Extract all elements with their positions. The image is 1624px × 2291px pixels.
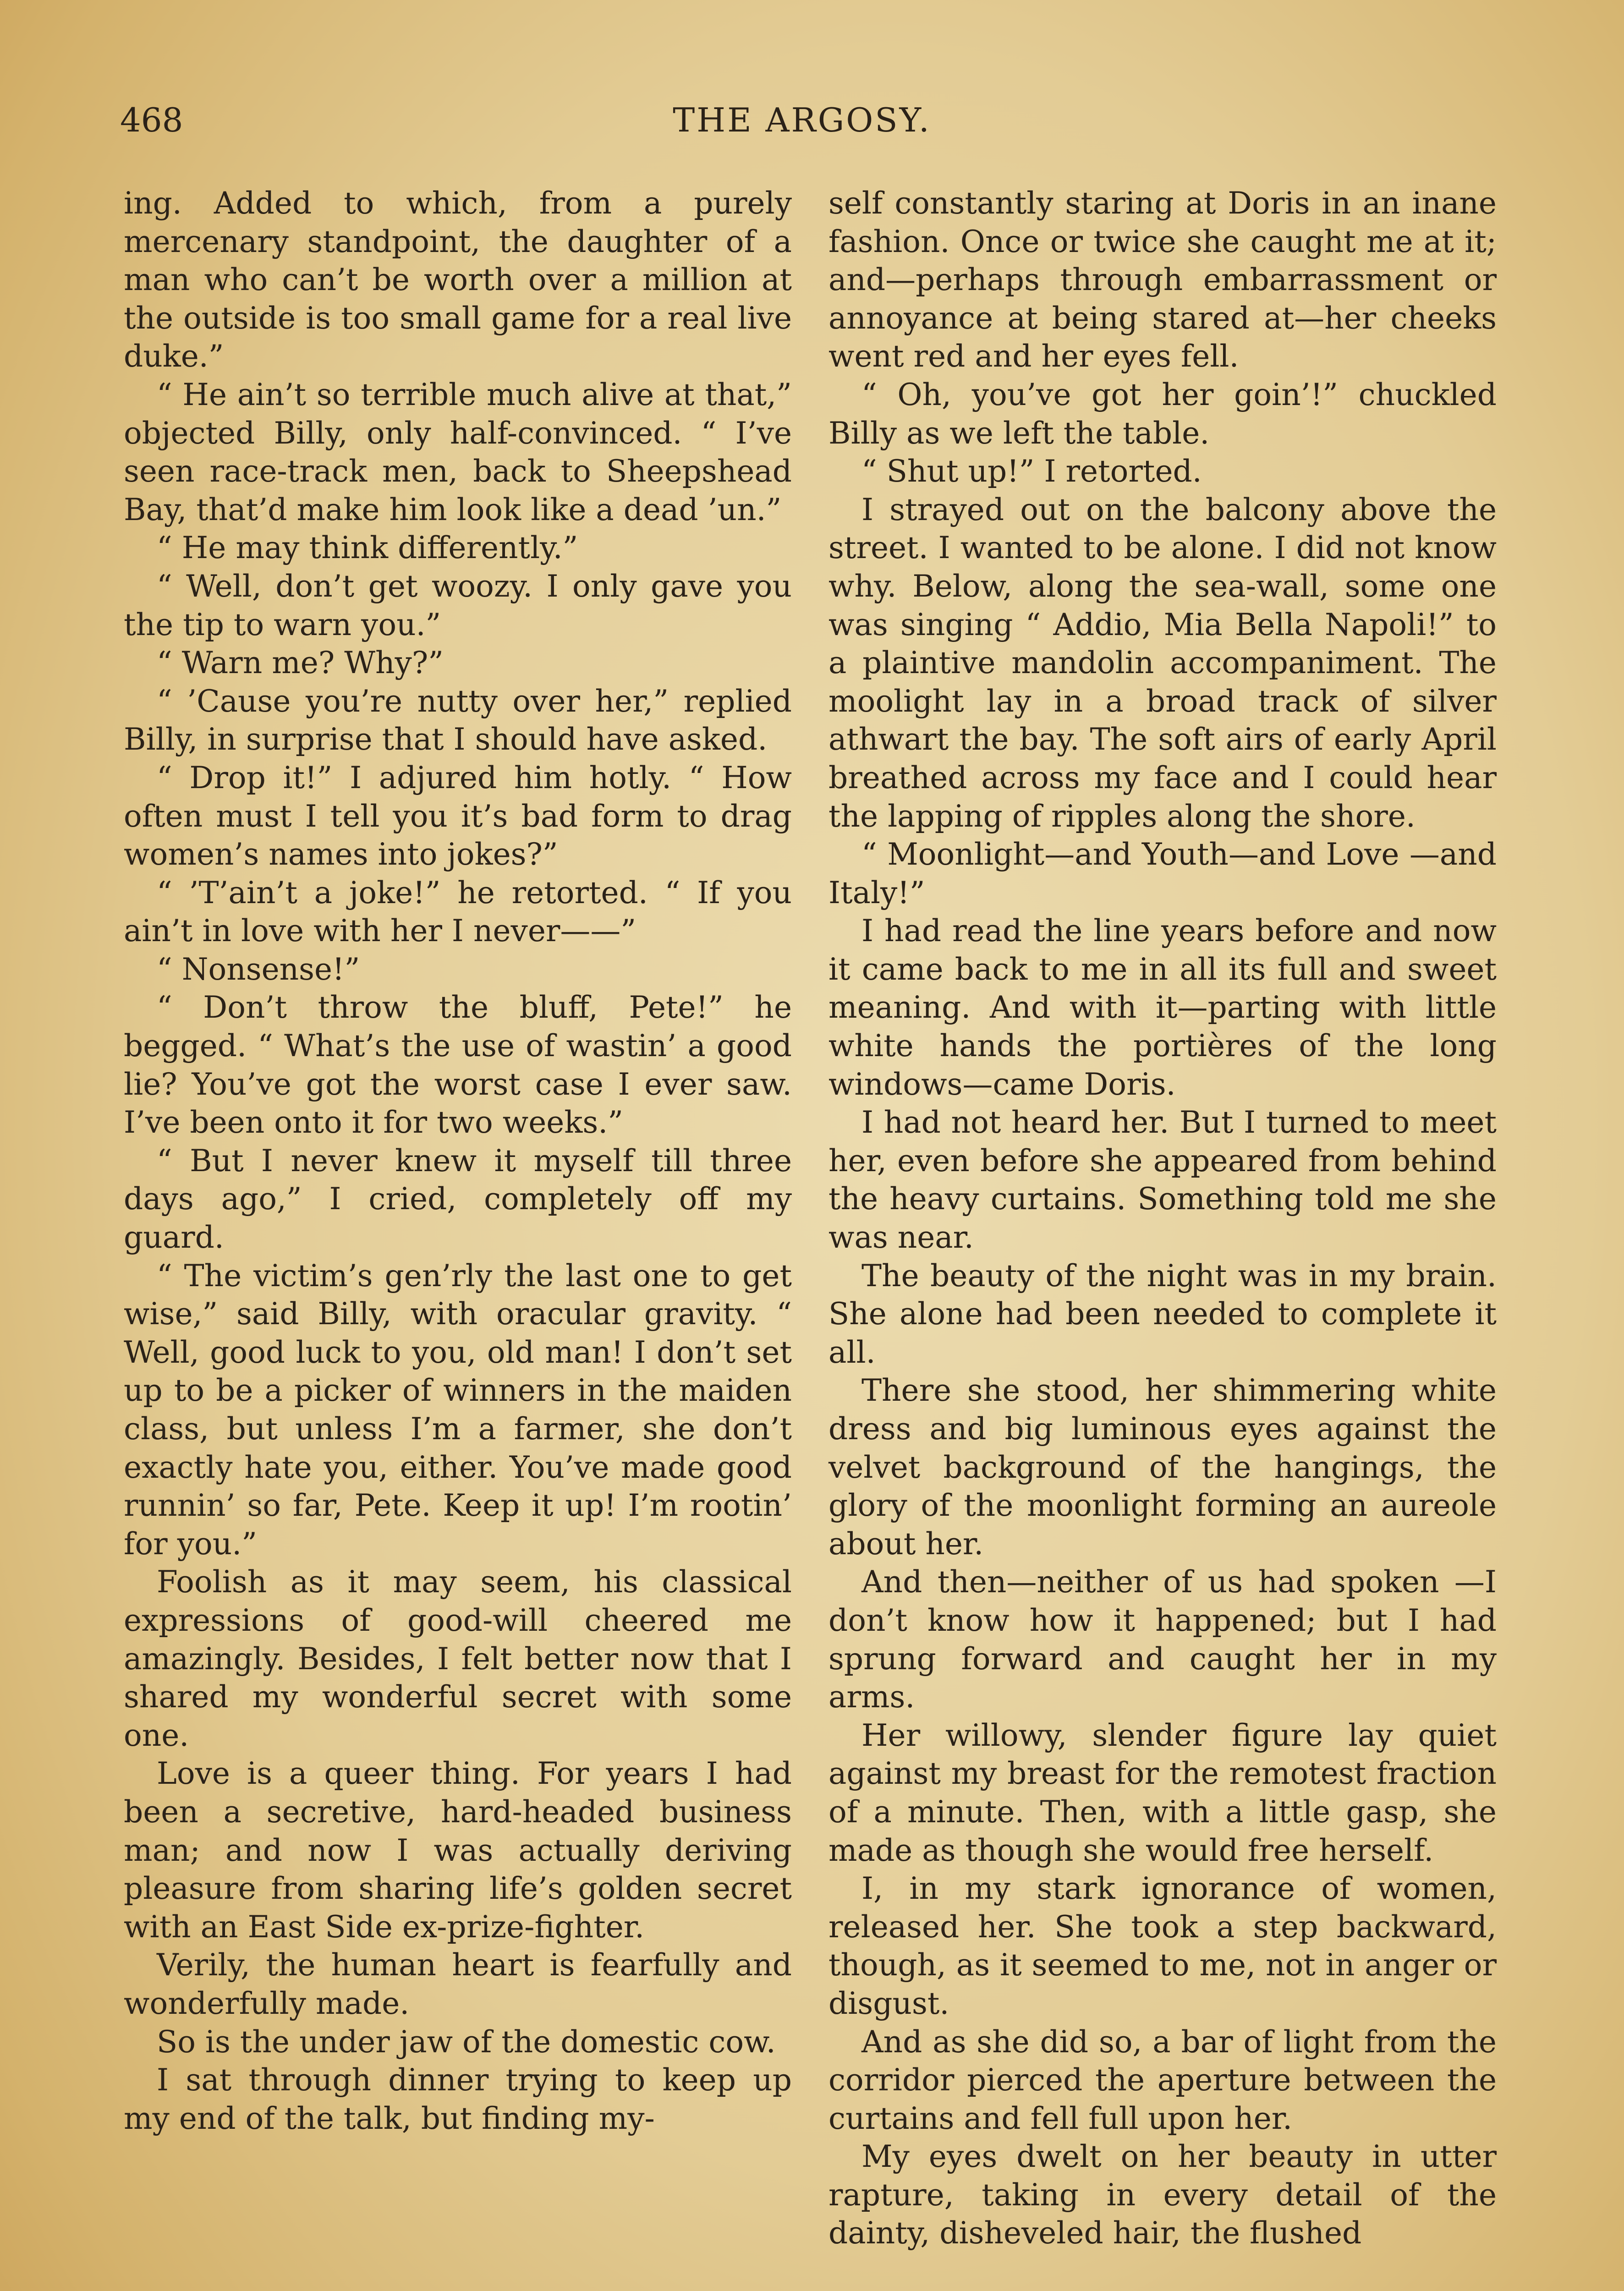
paragraph: “ Moonlight—and Youth—and Love —and Italy!” (828, 837, 1497, 910)
paragraph: “ The victim’s gen’rly the last one to get wise,” said Billy, with oracular gravity. “ Well, good luck to you, old man! I don’t set up to be a picker of winners in the maiden class, but unless I’m a farmer, she don’t exactly hate you, either. You’ve made good runnin’ so far, Pete. Keep it up! I’m rootin’ for you.” (124, 1258, 792, 1562)
paragraph: “ Nonsense!” (157, 951, 360, 987)
paragraph: “ He may think differently.” (157, 530, 578, 566)
right-column (828, 184, 1497, 2253)
paragraph: My eyes dwelt on her beauty in utter rapture, taking in every detail of the dainty, disheveled hair, the flushed (828, 2139, 1497, 2251)
paragraph: The beauty of the night was in my brain. She alone had been needed to complete it all. (828, 1258, 1497, 1370)
paragraph: self constantly staring at Doris in an inane fashion. Once or twice she caught me at it; and—perhaps through embarrassment or annoyance at being stared at—her cheeks went red and her eyes fell. (828, 186, 1497, 374)
paragraph: Verily, the human heart is fearfully and wonderfully made. (124, 1947, 792, 2021)
paragraph: And then—neither of us had spoken —I don’t know how it happened; but I had sprung forward and caught her in my arms. (828, 1564, 1497, 1715)
paragraph: “ Drop it!” I adjured him hotly. “ How often must I tell you it’s bad form to drag women’s names into jokes?” (124, 760, 792, 872)
paragraph: “ He ain’t so terrible much alive at that,” objected Billy, only half-convinced. “ I’ve seen race-track men, back to Sheepshead Bay, that’d make him look like a dead ’un.” (124, 377, 792, 527)
paragraph: “ Oh, you’ve got her goin’!” chuckled Billy as we left the table. (828, 377, 1497, 451)
paragraph: And as she did so, a bar of light from the corridor pierced the aperture between the curtains and fell full upon her. (828, 2024, 1497, 2136)
paragraph: I strayed out on the balcony above the street. I wanted to be alone. I did not know why. Below, along the sea-wall, some one was singing “ Addio, Mia Bella Napoli!” to a plaintive mandolin accompaniment. The moolight lay in a broad track of silver athwart the bay. The soft airs of early April breathed across my face and I could hear the lapping of ripples along the shore. (828, 492, 1497, 834)
paragraph: “ Shut up!” I retorted. (861, 454, 1202, 489)
paragraph: I had read the line years before and now it came back to me in all its full and sweet meaning. And with it—parting with little white hands the portières of the long windows—came Doris. (828, 913, 1497, 1102)
paragraph: I had not heard her. But I turned to meet her, even before she appeared from behind the heavy curtains. Something told me she was near. (828, 1105, 1497, 1255)
left-column (124, 184, 792, 2138)
paragraph: “ But I never knew it myself till three days ago,” I cried, completely off my guard. (124, 1143, 792, 1255)
paragraph: “ Well, don’t get woozy. I only gave you the tip to warn you.” (124, 568, 792, 642)
paragraph: Her willowy, slender figure lay quiet against my breast for the remotest fraction of a minute. Then, with a little gasp, she made as though she would free herself. (828, 1717, 1497, 1868)
running-head: THE ARGOSY. (673, 101, 931, 139)
paragraph: Foolish as it may seem, his classical expressions of good-will cheered me amazingly. Besides, I felt better now that I shared my wonderful secret with some one. (124, 1564, 792, 1753)
paragraph: “ ’Cause you’re nutty over her,” replied Billy, in surprise that I should have asked. (124, 683, 792, 757)
paragraph: “ ’T’ain’t a joke!” he retorted. “ If you ain’t in love with her I never——” (124, 875, 792, 949)
page-number: 468 (120, 101, 183, 139)
paragraph: “ Warn me? Why?” (157, 645, 444, 681)
paragraph: ing. Added to which, from a purely mercenary standpoint, the daughter of a man who can’t be worth over a million at the outside is too small game for a real live duke.” (124, 186, 792, 374)
paragraph: There she stood, her shimmering white dress and big luminous eyes against the velvet background of the hangings, the glory of the moonlight forming an aureole about her. (828, 1373, 1497, 1562)
paragraph: Love is a queer thing. For years I had been a secretive, hard-headed business man; and now I was actually deriving pleasure from sharing life’s golden secret with an East Side ex-prize-fighter. (124, 1756, 792, 1945)
paragraph: So is the under jaw of the domestic cow. (157, 2024, 776, 2060)
paragraph: I, in my stark ignorance of women, released her. She took a step backward, though, as it seemed to me, not in anger or disgust. (828, 1871, 1497, 2021)
paragraph: “ Don’t throw the bluff, Pete!” he begged. “ What’s the use of wastin’ a good lie? You’ve got the worst case I ever saw. I’ve been onto it for two weeks.” (124, 990, 792, 1140)
paragraph: I sat through dinner trying to keep up my end of the talk, but finding my- (124, 2062, 792, 2136)
